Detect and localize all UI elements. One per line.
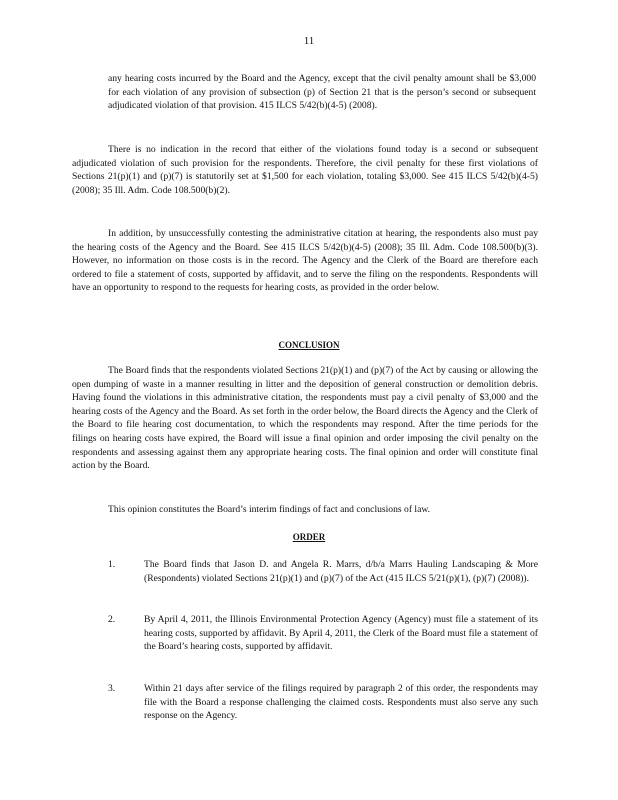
order-item-number: 1. (108, 559, 116, 570)
order-item-number: 2. (108, 614, 116, 625)
order-heading: ORDER (292, 532, 326, 542)
order-item-number: 3. (108, 683, 116, 694)
page-number: 11 (303, 35, 315, 47)
paragraph-conclusion: The Board finds that the respondents violated Sections 21(p)(1) and (p)(7) of the Act by causing or allowing the open dumping of waste in a manner resulting in litter and the deposition of general construction or demolition debris. Having found the violations in this administrative citation, the respondents must pay a civil penalty of $3,000 and the hearing costs of the Agency and the Board. As set forth in the order below, the Board directs the Agency and the Clerk of the Board to file hearing cost documentation, to which the respondents may respond. After the time periods for the filings on hearing costs have expired, the Board will issue a final opinion and order imposing the civil penalty on the respondents and assessing against them any appropriate hearing costs. The final opinion and order will constitute final action by the Board. (72, 365, 538, 472)
order-item-text: By April 4, 2011, the Illinois Environmental Protection Agency (Agency) must file a statement of its hearing costs, supported by affidavit. By April 4, 2011, the Clerk of the Board must file a statement of the Board’s hearing costs, supported by affidavit. (144, 614, 538, 653)
order-item-text: The Board finds that Jason D. and Angela R. Marrs, d/b/a Marrs Hauling Landscaping & More (Respondents) violated Sections 21(p)(1) and (p)(7) of the Act (415 ILCS 5/21(p)(1), (p)(7) (2008)). (144, 559, 538, 584)
paragraph-civil-penalty-continued: any hearing costs incurred by the Board and the Agency, except that the civil penalty amount shall be $3,000 for each violation of any provision of subsection (p) of Section 21 that is the person’s second or subsequent adjudicated violation of that provision. 415 ILCS 5/42(b)(4-5) (2008). (108, 73, 536, 112)
paragraph-no-second-violation: There is no indication in the record that either of the violations found today is a second or subsequent adjudicated violation of such provision for the respondents. Therefore, the civil penalty for these first violations of Sections 21(p)(1) and (p)(7) is statutorily set at $1,500 for each violation, totaling $3,000. See 415 ILCS 5/42(b)(4-5) (2008); 35 Ill. Adm. Code 108.500(b)(2). (72, 144, 538, 196)
paragraph-hearing-costs: In addition, by unsuccessfully contesting the administrative citation at hearing, the respondents also must pay the hearing costs of the Agency and the Board. See 415 ILCS 5/42(b)(4-5) (2008); 35 Ill. Adm. Code 108.500(b)(3). However, no information on those costs is in the record. The Agency and the Clerk of the Board are therefore each ordered to file a statement of costs, supported by affidavit, and to serve the filing on the respondents. Respondents will have an opportunity to respond to the requests for hearing costs, as provided in the order below. (72, 228, 538, 294)
order-item-text: Within 21 days after service of the filings required by paragraph 2 of this order, the respondents may file with the Board a response challenging the claimed costs. Respondents must also serve any such response on the Agency. (144, 683, 538, 722)
conclusion-heading: CONCLUSION (278, 340, 340, 350)
paragraph-interim-findings: This opinion constitutes the Board’s interim findings of fact and conclusions of law. (108, 504, 431, 515)
